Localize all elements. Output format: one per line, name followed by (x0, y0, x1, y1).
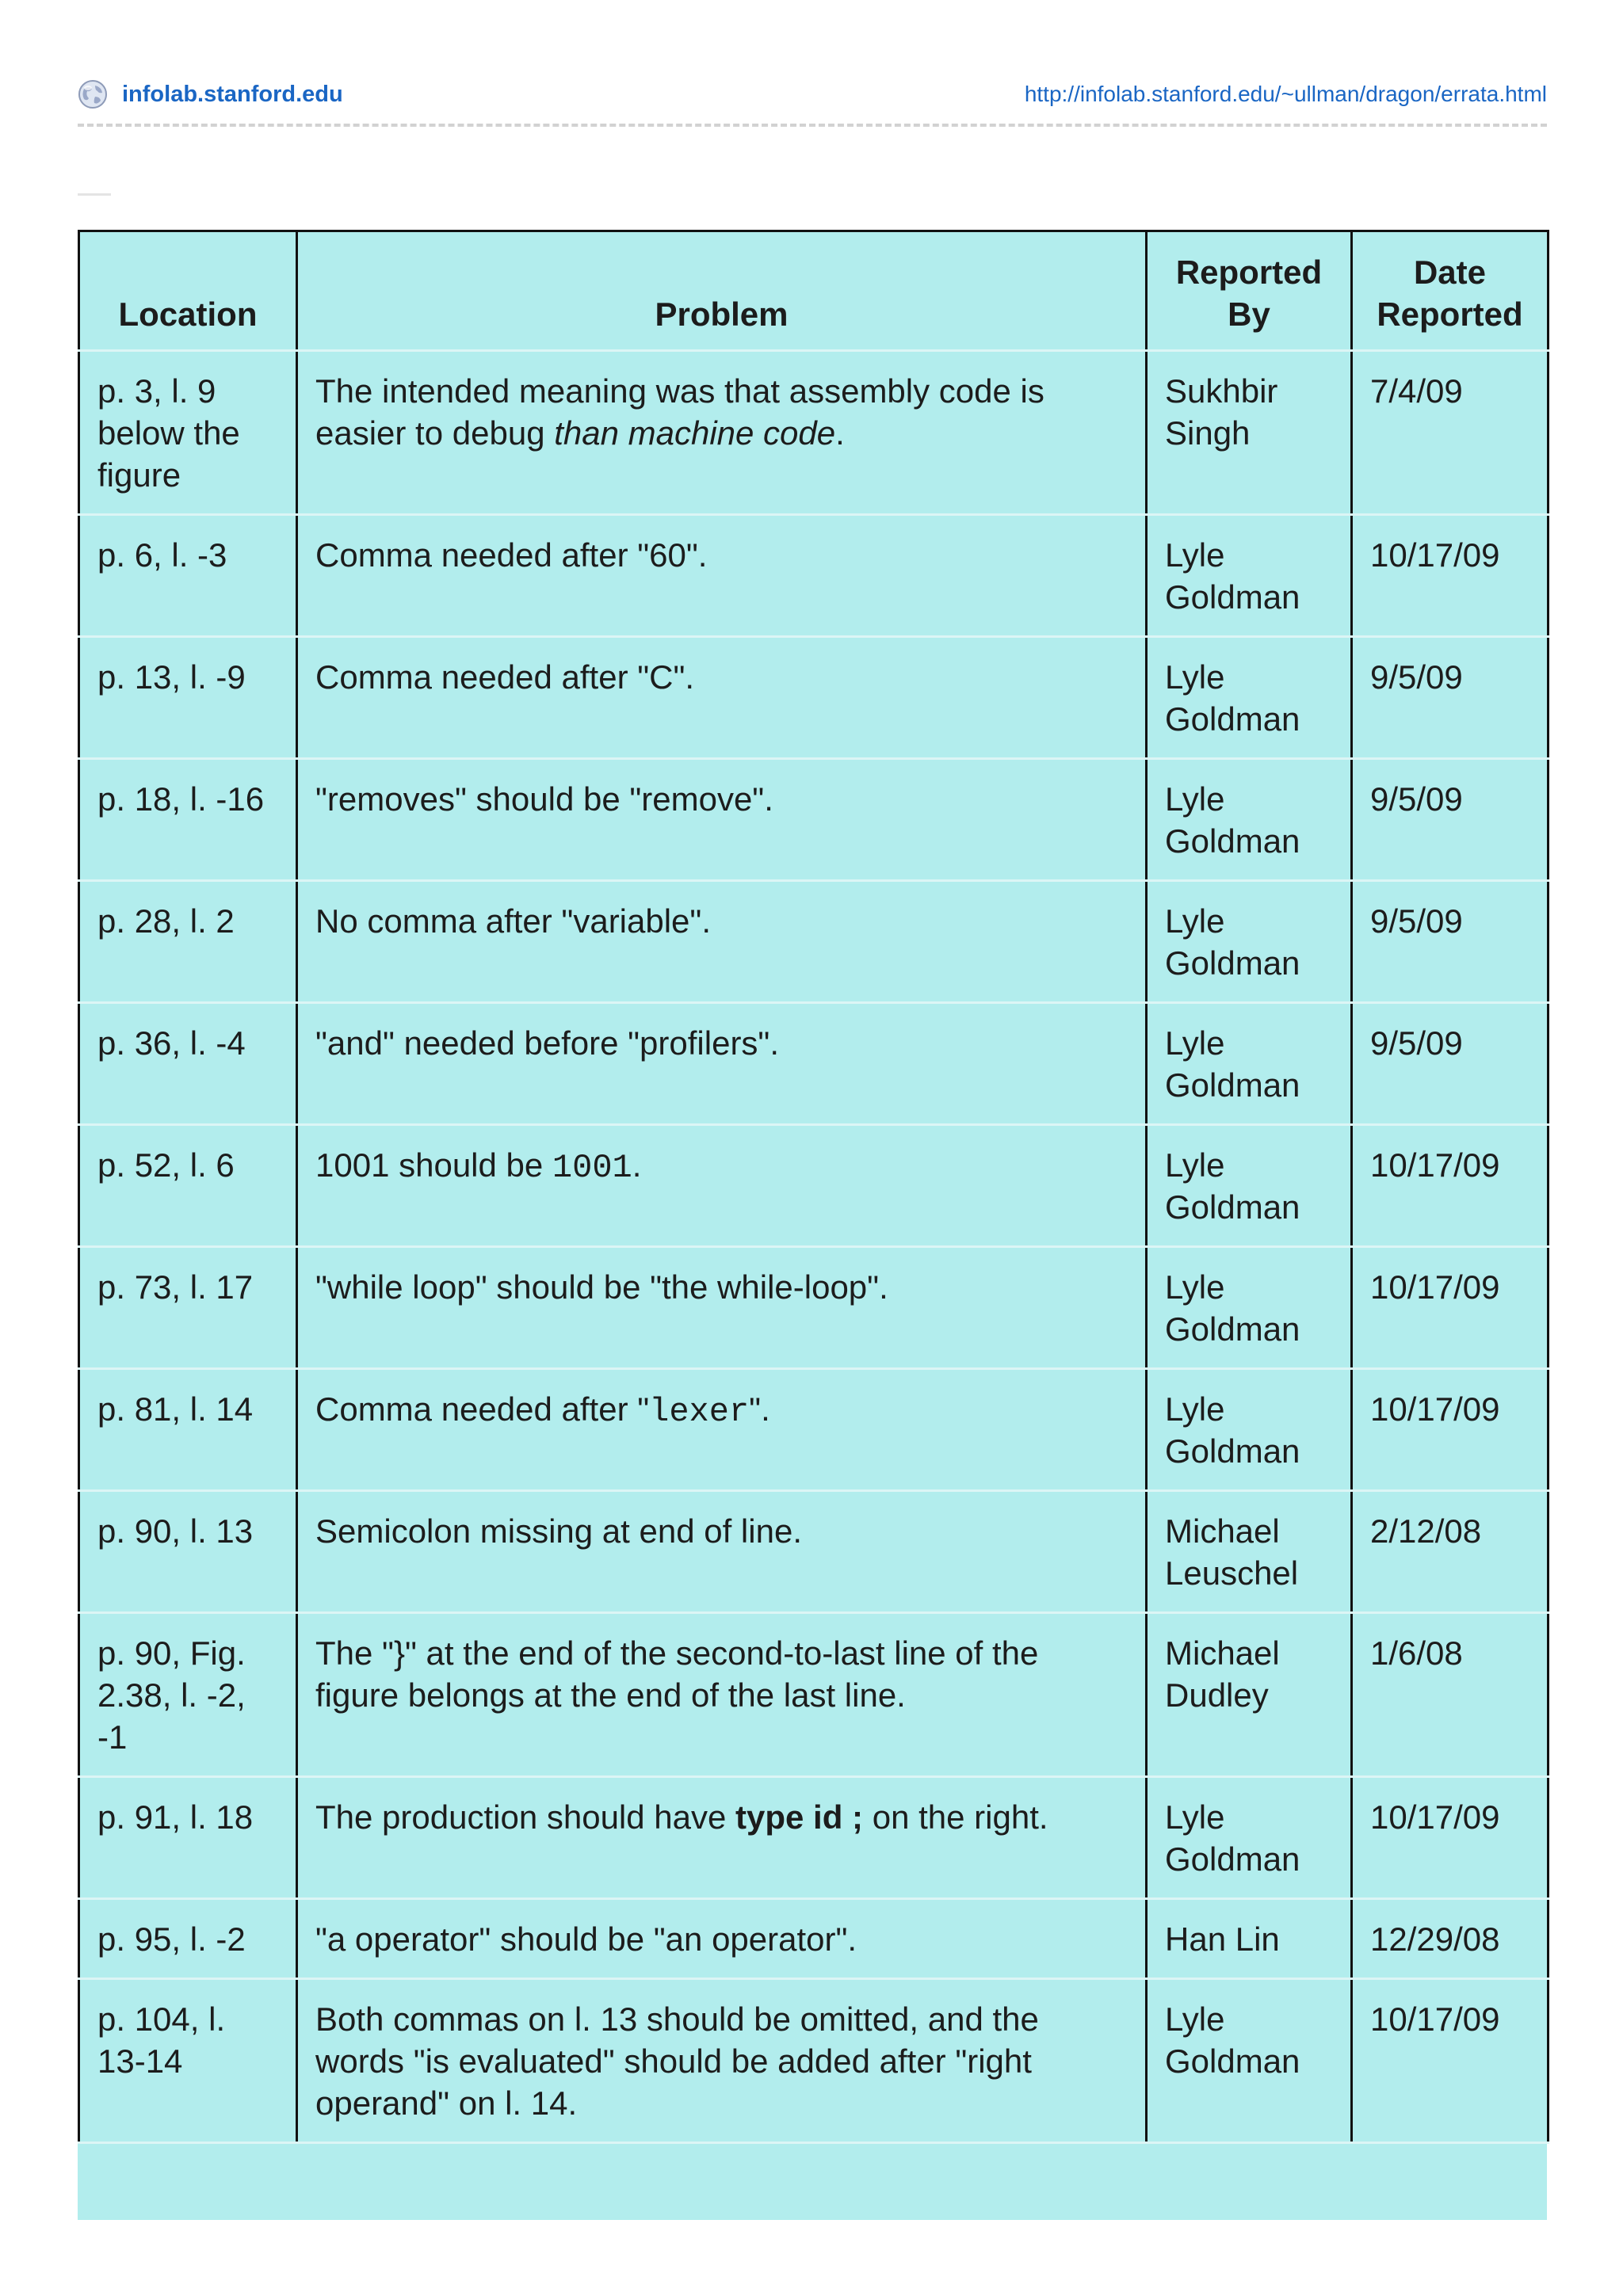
reporter-cell: Han Lin (1147, 1899, 1352, 1979)
problem-cell: "while loop" should be "the while-loop". (297, 1247, 1147, 1369)
column-header-date-reported: Date Reported (1352, 231, 1549, 351)
location-cell: p. 73, l. 17 (79, 1247, 297, 1369)
problem-text: Comma needed after " (315, 1390, 650, 1428)
table-row (79, 1777, 1549, 1899)
date-cell: 10/17/09 (1352, 515, 1549, 637)
problem-text-end: . (835, 414, 845, 452)
problem-cell: "and" needed before "profilers". (297, 1003, 1147, 1125)
table-row (79, 1003, 1549, 1125)
problem-cell: Semicolon missing at end of line. (297, 1491, 1147, 1613)
table-row (79, 351, 1549, 515)
reporter-cell: Lyle Goldman (1147, 1979, 1352, 2143)
date-cell: 2/12/08 (1352, 1491, 1549, 1613)
table-row (79, 1491, 1549, 1613)
problem-code: 1001 (552, 1149, 632, 1187)
date-cell: 10/17/09 (1352, 1777, 1549, 1899)
reporter-cell: Lyle Goldman (1147, 515, 1352, 637)
location-cell: p. 52, l. 6 (79, 1125, 297, 1247)
problem-cell (297, 1125, 1147, 1247)
site-name[interactable]: infolab.stanford.edu (122, 81, 343, 107)
problem-cell (297, 1777, 1147, 1899)
location-cell: p. 90, Fig. 2.38, l. -2, -1 (79, 1613, 297, 1777)
problem-cell: The "}" at the end of the second-to-last line of the figure belongs at the end of the last line. (297, 1613, 1147, 1777)
date-cell: 1/6/08 (1352, 1613, 1549, 1777)
table-row (79, 759, 1549, 881)
problem-cell: Both commas on l. 13 should be omitted, and the words "is evaluated" should be added after "right operand" on l. 14. (297, 1979, 1147, 2143)
table-row (79, 637, 1549, 759)
site-link[interactable] (78, 78, 343, 111)
page-url[interactable]: http://infolab.stanford.edu/~ullman/dragon/errata.html (1024, 82, 1547, 106)
problem-cell: "a operator" should be "an operator". (297, 1899, 1147, 1979)
reporter-cell: Lyle Goldman (1147, 1125, 1352, 1247)
problem-text-end: ". (749, 1390, 770, 1428)
reporter-cell: Lyle Goldman (1147, 1003, 1352, 1125)
problem-cell (297, 1369, 1147, 1491)
date-cell: 9/5/09 (1352, 1003, 1549, 1125)
errata-table-container (78, 230, 1547, 2220)
problem-text: The intended meaning was that assembly code is easier to debug (315, 372, 1044, 452)
date-cell: 10/17/09 (1352, 1125, 1549, 1247)
problem-cell: Comma needed after "60". (297, 515, 1147, 637)
location-cell: p. 3, l. 9 below the figure (79, 351, 297, 515)
date-cell: 9/5/09 (1352, 881, 1549, 1003)
problem-text: 1001 should be (315, 1146, 552, 1184)
header-divider (78, 124, 1547, 127)
problem-cell (297, 351, 1147, 515)
reporter-cell: Lyle Goldman (1147, 1247, 1352, 1369)
table-row (79, 1613, 1549, 1777)
table-row (79, 881, 1549, 1003)
problem-code: lexer (649, 1393, 750, 1431)
reporter-cell: Lyle Goldman (1147, 1777, 1352, 1899)
table-row (79, 515, 1549, 637)
location-cell: p. 91, l. 18 (79, 1777, 297, 1899)
location-cell: p. 6, l. -3 (79, 515, 297, 637)
reporter-cell: Lyle Goldman (1147, 881, 1352, 1003)
location-cell: p. 81, l. 14 (79, 1369, 297, 1491)
location-cell: p. 104, l. 13-14 (79, 1979, 297, 2143)
problem-text-end: on the right. (863, 1798, 1048, 1836)
problem-text-end: . (632, 1146, 642, 1184)
reporter-cell: Sukhbir Singh (1147, 351, 1352, 515)
date-cell: 9/5/09 (1352, 759, 1549, 881)
location-cell: p. 90, l. 13 (79, 1491, 297, 1613)
location-cell: p. 28, l. 2 (79, 881, 297, 1003)
page-header (78, 78, 1547, 111)
table-row (79, 1369, 1549, 1491)
date-cell: 12/29/08 (1352, 1899, 1549, 1979)
problem-emphasis: than machine code (554, 414, 836, 452)
problem-cell: Comma needed after "C". (297, 637, 1147, 759)
date-cell: 10/17/09 (1352, 1369, 1549, 1491)
problem-cell: "removes" should be "remove". (297, 759, 1147, 881)
reporter-cell: Lyle Goldman (1147, 759, 1352, 881)
reporter-cell: Lyle Goldman (1147, 637, 1352, 759)
reporter-cell: Michael Leuschel (1147, 1491, 1352, 1613)
table-header-row (79, 231, 1549, 351)
location-cell: p. 95, l. -2 (79, 1899, 297, 1979)
column-header-location: Location (79, 231, 297, 351)
location-cell: p. 18, l. -16 (79, 759, 297, 881)
table-row (79, 1979, 1549, 2143)
date-cell: 10/17/09 (1352, 1247, 1549, 1369)
reporter-cell: Michael Dudley (1147, 1613, 1352, 1777)
small-divider (78, 193, 111, 196)
date-cell: 10/17/09 (1352, 1979, 1549, 2143)
errata-table (78, 230, 1549, 2144)
globe-icon (78, 79, 108, 109)
location-cell: p. 36, l. -4 (79, 1003, 297, 1125)
table-row (79, 1125, 1549, 1247)
table-row (79, 1899, 1549, 1979)
column-header-reported-by: Reported By (1147, 231, 1352, 351)
date-cell: 9/5/09 (1352, 637, 1549, 759)
table-row (79, 1247, 1549, 1369)
location-cell: p. 13, l. -9 (79, 637, 297, 759)
reporter-cell: Lyle Goldman (1147, 1369, 1352, 1491)
problem-text: The production should have (315, 1798, 736, 1836)
problem-bold: type id ; (735, 1798, 864, 1836)
problem-cell: No comma after "variable". (297, 881, 1147, 1003)
date-cell: 7/4/09 (1352, 351, 1549, 515)
column-header-problem: Problem (297, 231, 1147, 351)
